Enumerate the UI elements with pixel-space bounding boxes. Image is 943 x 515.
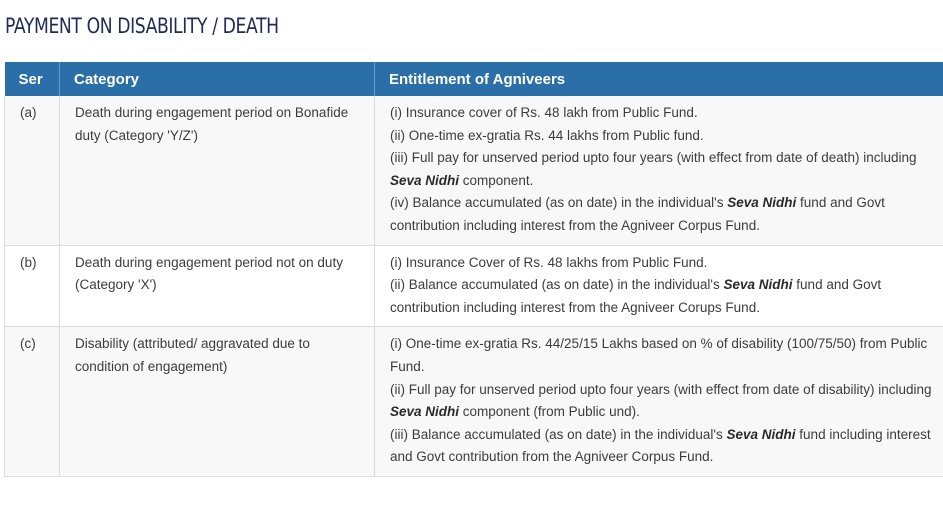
entitlement-table [4,62,943,477]
entitlement-item [390,252,939,275]
page-title: PAYMENT ON DISABILITY / DEATH [5,14,279,38]
column-header-ser: Ser [5,62,60,96]
entitlement-text: (iii) Full pay for unserved period upto four years (with effect from date of death) including [390,150,917,166]
entitlement-cell [375,245,943,327]
entitlement-text: (i) Insurance cover of Rs. 48 lakh from Public Fund. [390,105,698,120]
table-header [5,62,943,96]
ser-cell: (a) [5,96,60,245]
emphasis-text: Seva Nidhi [723,277,793,293]
entitlement-cell [375,327,943,477]
entitlement-text: (i) One-time ex-gratia Rs. 44/25/15 Lakhs based on % of disability (100/75/50) from Public Fund. [390,336,928,374]
entitlement-text: (ii) One-time ex-gratia Rs. 44 lakhs from Public fund. [390,127,704,143]
column-header-entitlement: Entitlement of Agniveers [375,62,943,96]
category-cell: Death during engagement period not on duty (Category 'X') [60,245,375,327]
table-header-row [5,62,943,96]
table-row [5,327,943,477]
emphasis-text: Seva Nidhi [390,172,460,188]
entitlement-item [390,274,939,319]
entitlement-item [390,125,939,148]
table-body [5,96,943,476]
table-row [5,245,943,327]
entitlement-text: (iv) Balance accumulated (as on date) in the individual's [390,195,728,211]
entitlement-item [390,192,939,237]
ser-cell: (b) [5,245,60,327]
entitlement-text: fund and Govt contribution including interest from the Agniveer Corups Fund. [390,277,882,315]
entitlement-text: (ii) Balance accumulated (as on date) in the individual's [390,277,724,293]
entitlement-item [390,424,939,469]
entitlement-text: component (from Public und). [459,404,640,420]
category-cell: Disability (attributed/ aggravated due to condition of engagement) [60,327,375,477]
entitlement-item [390,147,939,192]
entitlement-cell [375,96,943,245]
emphasis-text: Seva Nidhi [727,195,797,211]
entitlement-text: component. [459,172,534,188]
entitlement-text: fund and Govt contribution including interest from the Agniveer Corpus Fund. [390,195,885,233]
entitlement-item [390,333,939,378]
entitlement-text: fund including interest and Govt contribution from the Agniveer Corpus Fund. [390,426,931,465]
entitlement-text: (ii) Full pay for unserved period upto four years (with effect from date of disability) including [390,381,932,397]
entitlement-text: (iii) Balance accumulated (as on date) in the individual's [390,426,727,442]
emphasis-text: Seva Nidhi [390,404,460,420]
entitlement-text: (i) Insurance Cover of Rs. 48 lakhs from Public Fund. [390,254,708,270]
entitlement-item [390,102,939,125]
column-header-category: Category [60,62,375,96]
entitlement-item [390,379,939,424]
emphasis-text: Seva Nidhi [726,426,796,442]
table-row [5,96,943,245]
ser-cell: (c) [5,327,60,477]
category-cell: Death during engagement period on Bonafide duty (Category 'Y/Z') [60,96,375,245]
